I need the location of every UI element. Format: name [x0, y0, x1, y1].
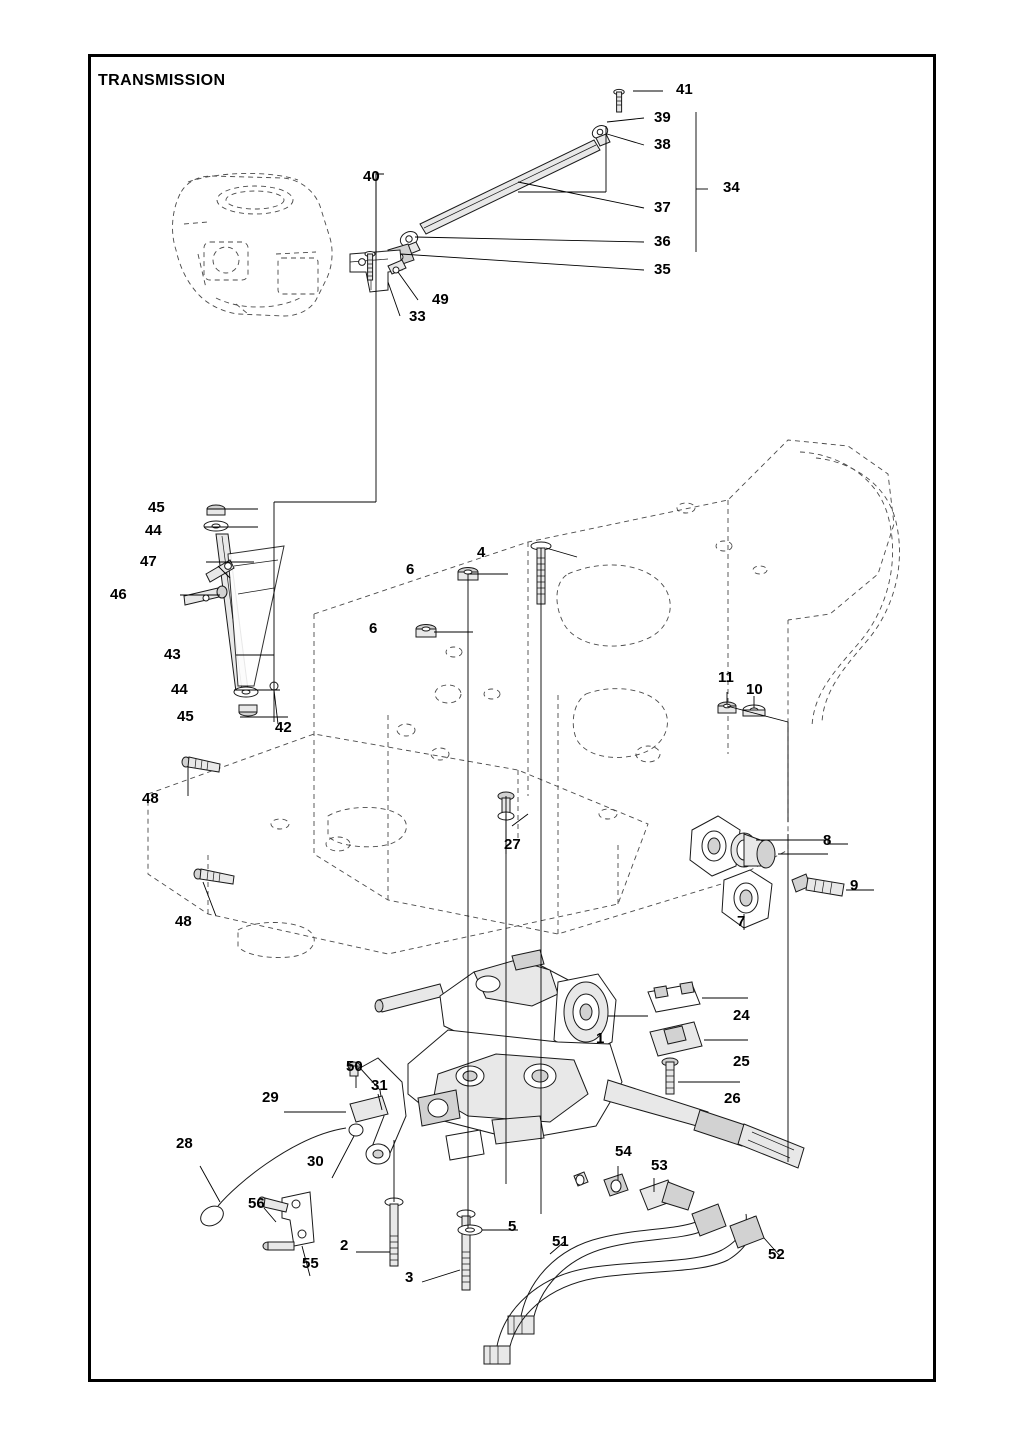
callout-46: 46 [110, 586, 127, 603]
callout-39: 39 [654, 109, 671, 126]
callout-50: 50 [346, 1058, 363, 1075]
callout-24: 24 [733, 1007, 750, 1024]
callout-47: 47 [140, 553, 157, 570]
callout-55: 55 [302, 1255, 319, 1272]
callout-31: 31 [371, 1077, 388, 1094]
callout-27: 27 [504, 836, 521, 853]
callout-33: 33 [409, 308, 426, 325]
callout-49: 49 [432, 291, 449, 308]
page-title: TRANSMISSION [98, 72, 226, 89]
callout-43: 43 [164, 646, 181, 663]
callout-48-lower: 48 [175, 913, 192, 930]
callout-8: 8 [823, 832, 832, 849]
lower-bolts [356, 1198, 518, 1290]
bolt-9 [792, 874, 844, 896]
callout-37: 37 [654, 199, 671, 216]
washer-5 [458, 1225, 482, 1235]
transmission-exploded-diagram [88, 54, 936, 1382]
callout-34: 34 [723, 179, 740, 196]
callout-35: 35 [654, 261, 671, 278]
bolt-26 [662, 1058, 678, 1094]
callout-6-lower: 6 [369, 620, 378, 637]
coupler-assembly [690, 816, 874, 930]
engine-housing-outline [173, 173, 333, 316]
callout-10: 10 [746, 681, 763, 698]
callout-9: 9 [850, 877, 859, 894]
callout-6-upper: 6 [406, 561, 415, 578]
callout-36: 36 [654, 233, 671, 250]
callout-56: 56 [248, 1195, 265, 1212]
screw-48-b [194, 869, 234, 884]
callout-25: 25 [733, 1053, 750, 1070]
callout-41: 41 [676, 81, 693, 98]
callout-54: 54 [615, 1143, 632, 1160]
callout-53: 53 [651, 1157, 668, 1174]
callout-28: 28 [176, 1135, 193, 1152]
callout-44-upper: 44 [145, 522, 162, 539]
mount-stack [648, 982, 748, 1094]
callout-5: 5 [508, 1218, 517, 1235]
fastener-41 [614, 89, 624, 112]
callout-52: 52 [768, 1246, 785, 1263]
callout-3: 3 [405, 1269, 414, 1286]
callout-38: 38 [654, 136, 671, 153]
callout-1: 1 [596, 1030, 605, 1047]
callout-48-upper: 48 [142, 790, 159, 807]
chassis-frame-outline [148, 440, 899, 958]
callout-40: 40 [363, 168, 380, 185]
callout-51: 51 [552, 1233, 569, 1250]
oil-lines [484, 1166, 780, 1364]
shift-lever-linkage [180, 505, 288, 724]
bolt-3 [457, 1210, 475, 1290]
callout-45-lower: 45 [177, 708, 194, 725]
screw-55-fastener [263, 1242, 294, 1250]
callout-11: 11 [718, 669, 734, 686]
callout-29: 29 [262, 1089, 279, 1106]
callout-45-upper: 45 [148, 499, 165, 516]
callout-2: 2 [340, 1237, 349, 1254]
bolt-2 [385, 1198, 403, 1266]
callout-7: 7 [737, 913, 746, 930]
callout-26: 26 [724, 1090, 741, 1107]
callout-4: 4 [477, 544, 486, 561]
callout-30: 30 [307, 1153, 324, 1170]
nut-6-b [416, 625, 436, 638]
callout-42: 42 [275, 719, 292, 736]
callout-44-lower: 44 [171, 681, 188, 698]
